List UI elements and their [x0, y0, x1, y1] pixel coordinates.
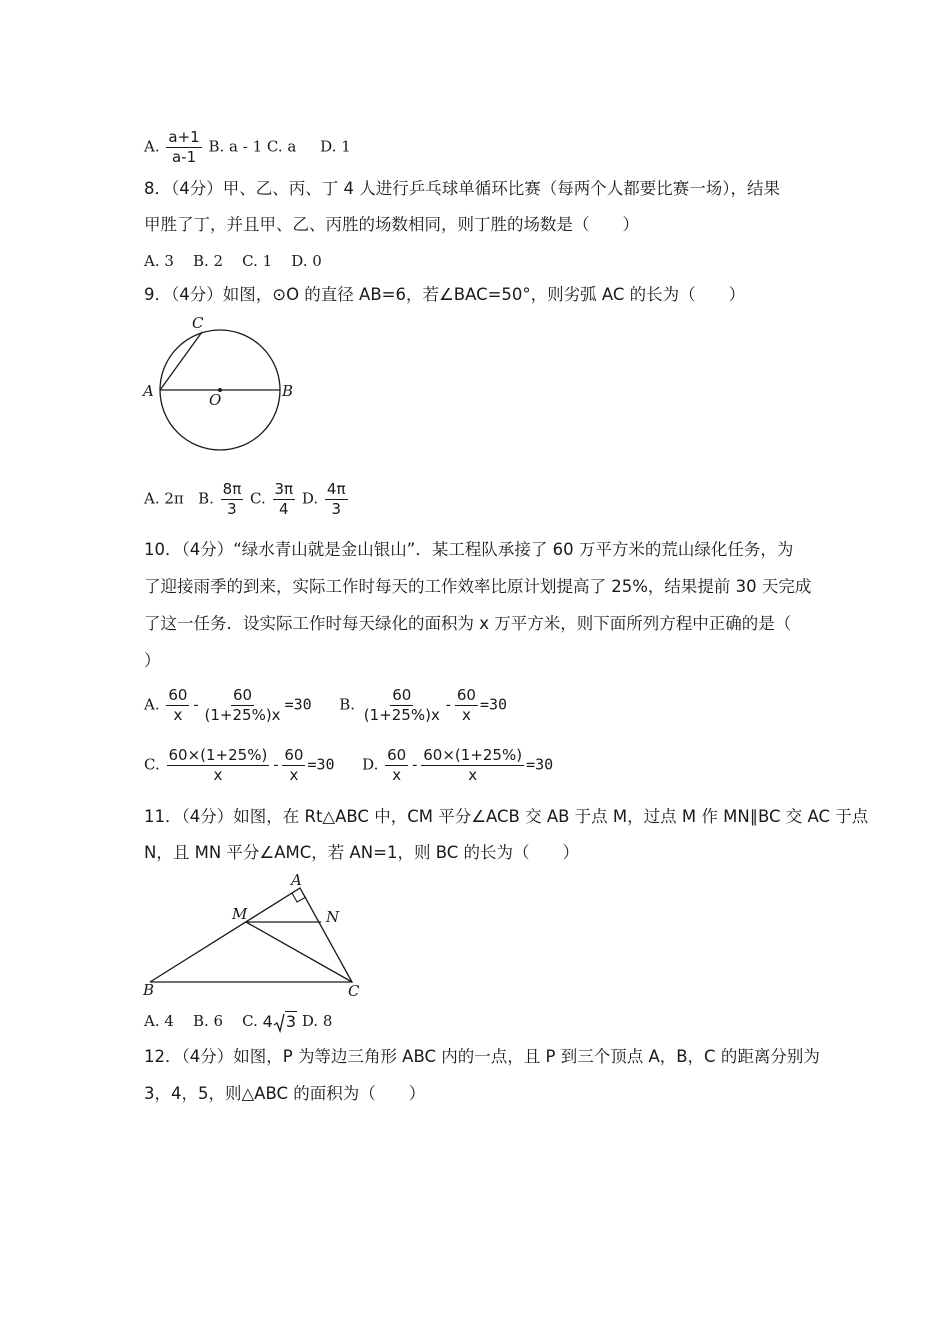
fraction-numerator: 60 — [456, 686, 476, 704]
q10-option-c-label: C. — [144, 755, 160, 774]
q11-stem-line2: N，且 MN 平分∠AMC，若 AN=1，则 BC 的长为（ ） — [144, 843, 579, 862]
q10-a-fraction-2 — [203, 686, 283, 725]
fraction-denominator: x — [468, 766, 478, 784]
fraction-denominator: x — [461, 706, 471, 724]
point-c-label: C — [192, 314, 204, 332]
fraction-numerator: 60 — [168, 686, 188, 704]
point-c-label: C — [348, 982, 360, 1000]
q7-option-a-fraction — [166, 128, 201, 167]
fraction-denominator: (1+25%)x — [363, 706, 440, 724]
q10-option-d-label: D. — [362, 755, 379, 774]
fraction-numerator: 60 — [284, 746, 304, 764]
q9-option-d-fraction — [325, 480, 348, 519]
q11-options-pre: A. 4 B. 6 C. — [144, 1012, 258, 1030]
q8-stem-line1: 8．（4分）甲、乙、丙、丁 4 人进行乒乓球单循环比赛（每两个人都要比赛一场），结果 — [144, 179, 780, 198]
fraction-denominator: x — [289, 766, 299, 784]
equals-value: =30 — [526, 755, 554, 774]
minus-sign: - — [191, 695, 201, 714]
fraction-numerator: 60 — [392, 686, 412, 704]
fraction-denominator: (1+25%)x — [204, 706, 281, 724]
q12-stem-line1: 12．（4分）如图，P 为等边三角形 ABC 内的一点，且 P 到三个顶点 A，B，C 的距离分别为 — [144, 1047, 820, 1066]
equals-value: =30 — [479, 695, 508, 714]
fraction-denominator: x — [392, 766, 402, 784]
fraction-numerator: 60×(1+25%) — [168, 746, 268, 764]
sqrt-icon — [273, 1013, 285, 1033]
q8-options: A. 3 B. 2 C. 1 D. 0 — [144, 252, 322, 270]
q11-triangle-figure — [140, 870, 370, 1000]
q11-options — [144, 1010, 332, 1033]
q9-option-d-label: D. — [301, 489, 319, 508]
fraction-numerator: 60×(1+25%) — [423, 746, 523, 764]
q9-options — [144, 480, 350, 519]
fraction-numerator: a+1 — [168, 128, 200, 146]
q12-stem-line2: 3，4，5，则△ABC 的面积为（ ） — [144, 1084, 426, 1103]
q9-option-b-fraction — [221, 480, 244, 519]
q10-b-fraction-2 — [455, 686, 478, 725]
minus-sign: - — [410, 755, 420, 774]
point-a-label: A — [143, 382, 154, 400]
q11-stem-line1: 11．（4分）如图，在 Rt△ABC 中，CM 平分∠ACB 交 AB 于点 M，过点 M 作 MN∥BC 交 AC 于点 — [144, 807, 869, 826]
q9-option-c-label: C. — [250, 489, 266, 508]
fraction-denominator: a-1 — [171, 148, 197, 166]
fraction-denominator: 3 — [331, 500, 341, 518]
q7-option-a-label: A. — [144, 137, 160, 156]
q10-option-a-label: A. — [144, 695, 160, 714]
fraction-denominator: 4 — [279, 500, 289, 518]
q10-options-ab — [144, 686, 507, 725]
q10-b-fraction-1 — [362, 686, 442, 725]
equals-value: =30 — [307, 755, 335, 774]
minus-sign: - — [443, 695, 453, 714]
fraction-denominator: x — [173, 706, 183, 724]
point-n-label: N — [326, 908, 340, 926]
q9-circle-figure — [140, 312, 310, 462]
q11-options-post: D. 8 — [301, 1012, 333, 1030]
fraction-numerator: 4π — [326, 480, 346, 498]
point-b-label: B — [143, 981, 155, 999]
q11-option-c-radical — [263, 1011, 297, 1033]
equals-value: =30 — [284, 695, 312, 714]
q10-option-b-label: B. — [339, 695, 356, 714]
q9-option-c-fraction — [273, 480, 296, 519]
q10-d-fraction-2 — [421, 746, 524, 785]
q10-d-fraction-1 — [385, 746, 408, 785]
fraction-numerator: 60 — [387, 746, 407, 764]
radicand: 3 — [285, 1012, 297, 1031]
radical-coefficient: 4 — [262, 1012, 273, 1031]
point-b-label: B — [282, 382, 294, 400]
point-m-label: M — [232, 905, 248, 923]
fraction-denominator: x — [213, 766, 223, 784]
fraction-numerator: 60 — [232, 686, 253, 704]
fraction-numerator: 3π — [274, 480, 294, 498]
q9-option-a: A. 2π B. — [144, 489, 214, 508]
fraction-denominator: 3 — [227, 500, 237, 518]
q10-a-fraction-1 — [166, 686, 189, 725]
q10-stem-line3: 了这一任务．设实际工作时每天绿化的面积为 x 万平方米，则下面所列方程中正确的是（ — [144, 614, 792, 633]
q7-options-rest: B. a - 1 C. a D. 1 — [208, 137, 351, 156]
q10-stem-line2: 了迎接雨季的到来，实际工作时每天的工作效率比原计划提高了 25%，结果提前 30 天完成 — [144, 577, 812, 596]
q10-c-fraction-2 — [282, 746, 305, 785]
q10-options-cd — [144, 746, 553, 785]
q7-options — [144, 128, 351, 167]
q10-stem-line4: ） — [144, 651, 161, 670]
q9-stem: 9．（4分）如图，⊙O 的直径 AB=6，若∠BAC=50°，则劣弧 AC 的长为（ ） — [144, 285, 746, 304]
point-a-label: A — [291, 871, 302, 889]
q8-stem-line2: 甲胜了丁，并且甲、乙、丙胜的场数相同，则丁胜的场数是（ ） — [144, 215, 639, 234]
q10-c-fraction-1 — [167, 746, 270, 785]
minus-sign: - — [271, 755, 281, 774]
q10-stem-line1: 10．（4分）“绿水青山就是金山银山”．某工程队承接了 60 万平方米的荒山绿化任务，为 — [144, 540, 794, 559]
point-o-label: O — [209, 391, 222, 409]
fraction-numerator: 8π — [222, 480, 242, 498]
